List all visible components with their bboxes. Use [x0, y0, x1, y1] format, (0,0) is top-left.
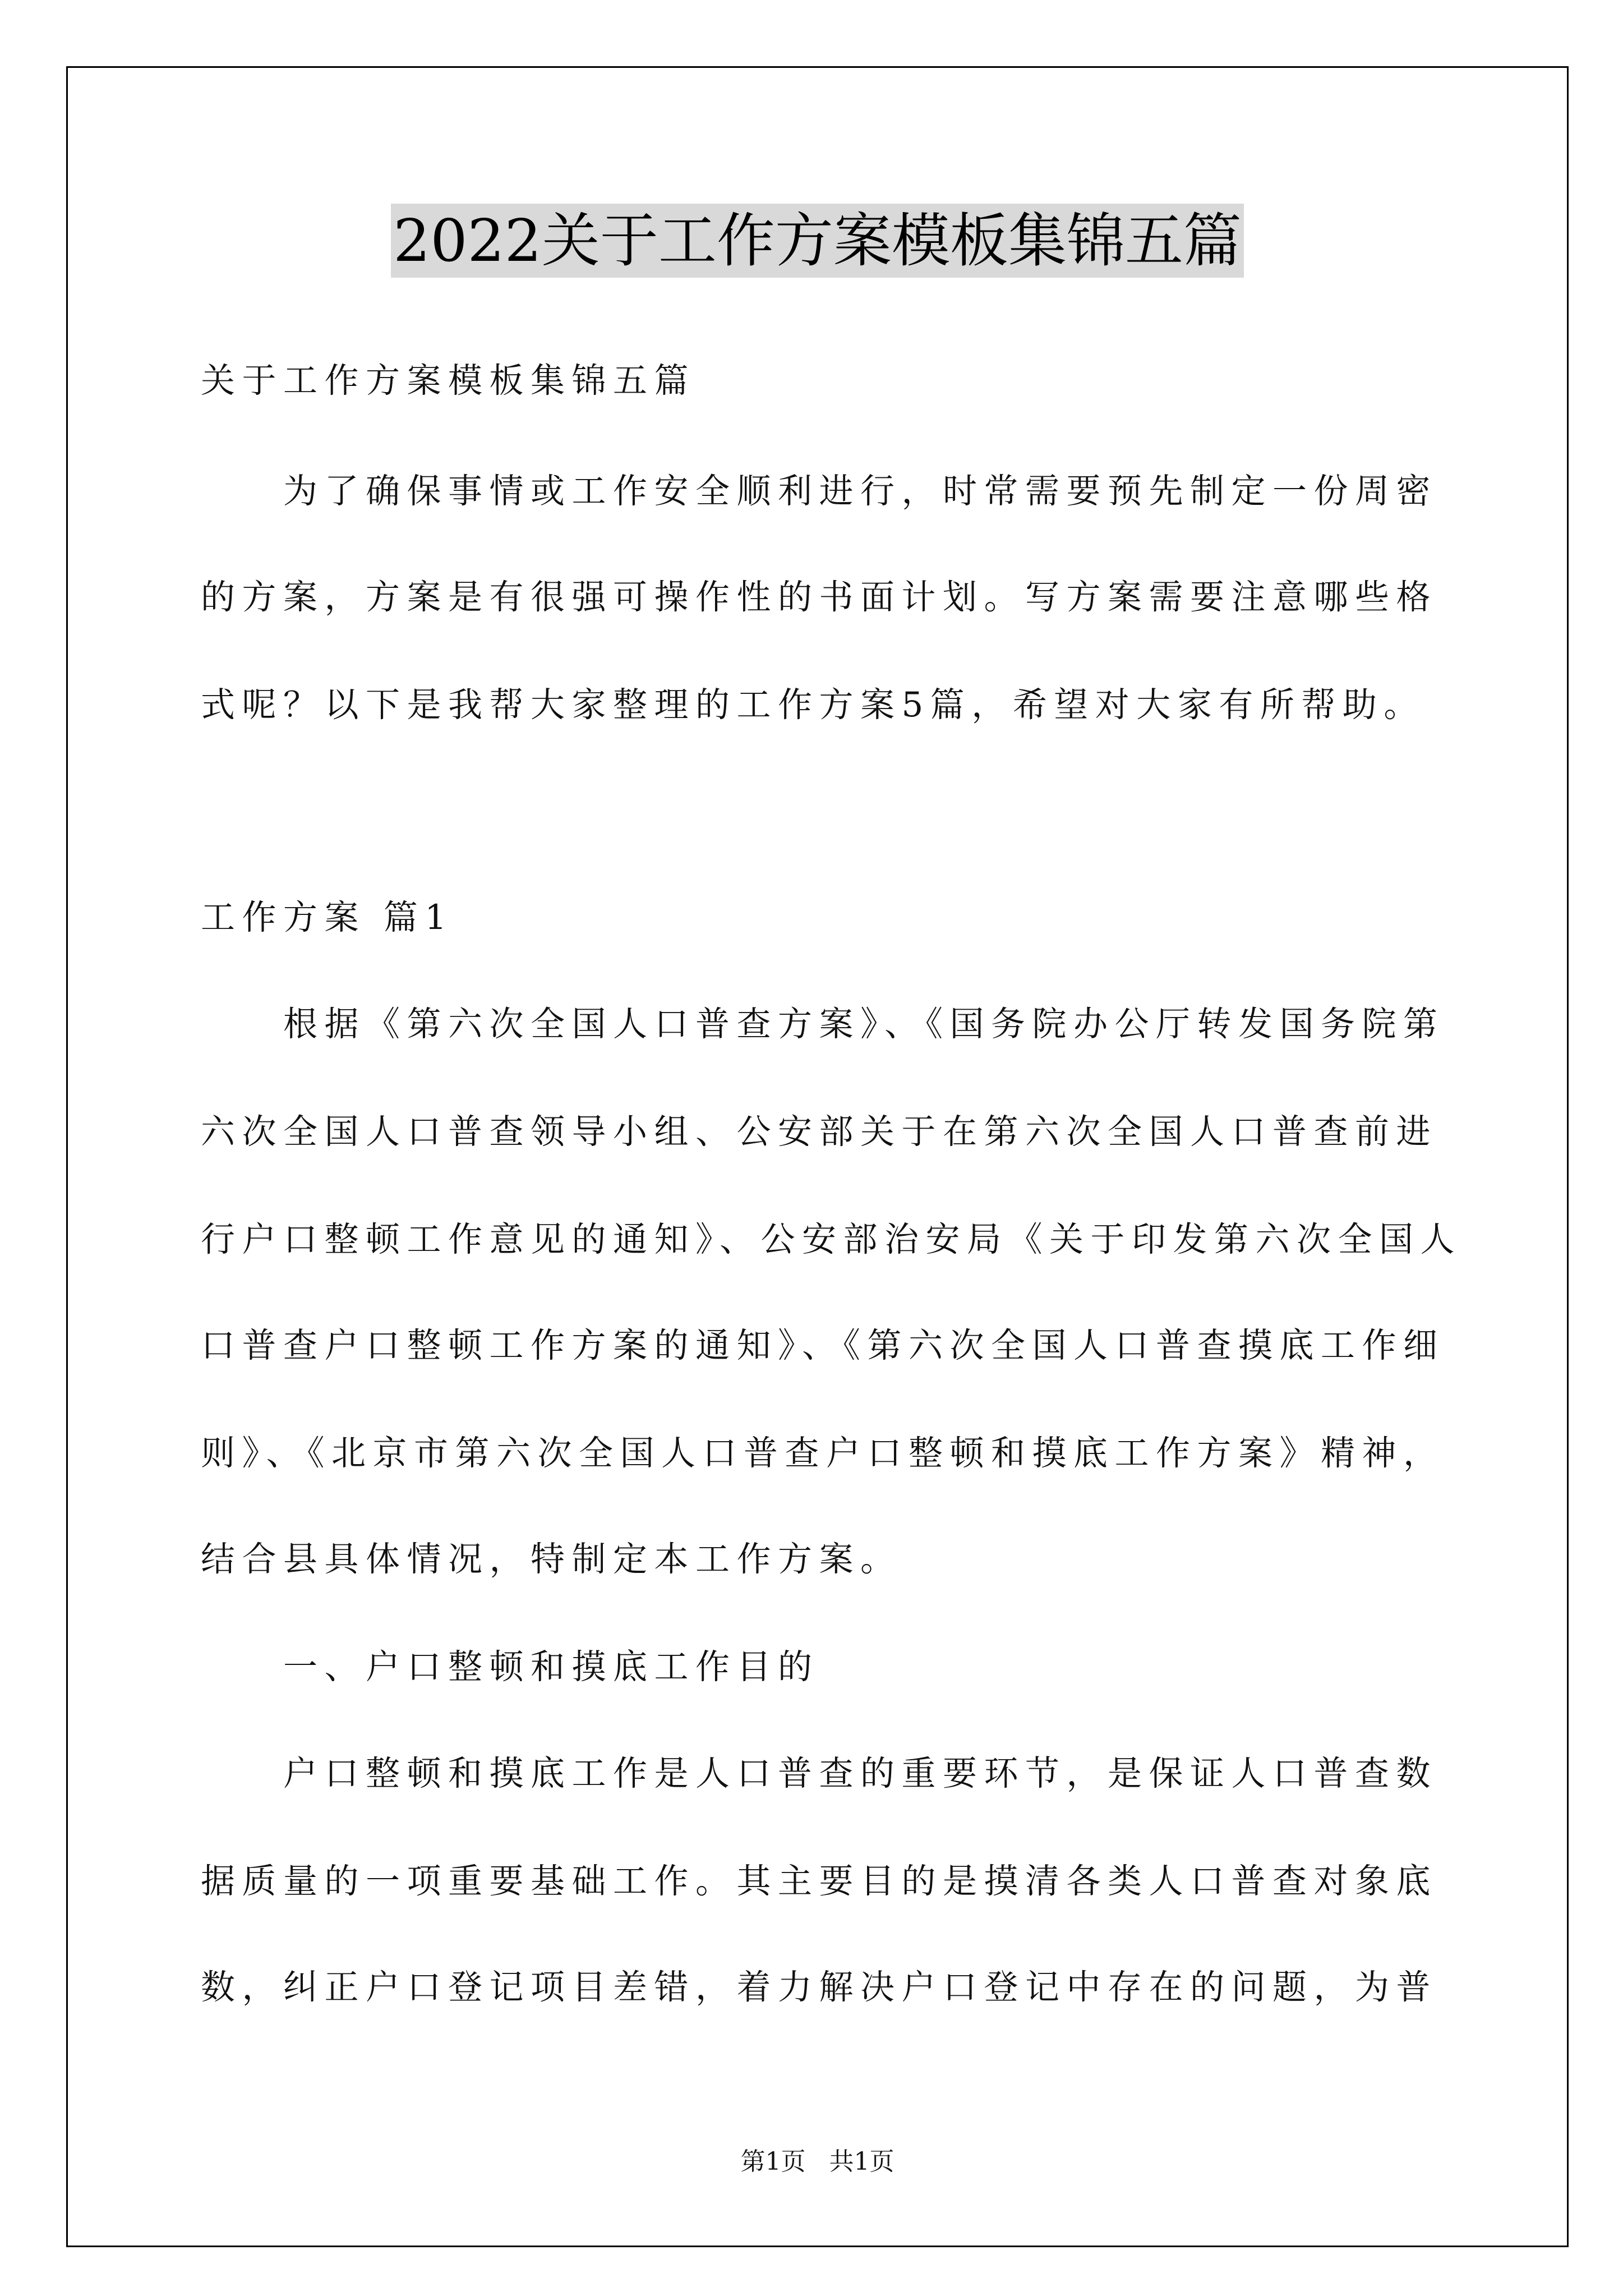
purpose-paragraph-line: 户口整顿和摸底工作是人口普查的重要环节，是保证人口普查数: [283, 1754, 1438, 1793]
section-paragraph-line: 行户口整顿工作意见的通知》、公安部治安局《关于印发第六次全国人: [201, 1220, 1462, 1259]
section-paragraph-line: 结合县具体情况，特制定本工作方案。: [201, 1539, 902, 1579]
document-subtitle: 关于工作方案模板集锦五篇: [201, 361, 696, 401]
purpose-paragraph-line: 据质量的一项重要基础工作。其主要目的是摸清各类人口普查对象底: [201, 1861, 1438, 1901]
intro-paragraph-line: 的方案，方案是有很强可操作性的书面计划。写方案需要注意哪些格: [201, 577, 1438, 617]
footer-page-total: 共1页: [829, 2147, 895, 2176]
section-paragraph-line: 口普查户口整顿工作方案的通知》、《第六次全国人口普查摸底工作细: [201, 1326, 1445, 1365]
section-paragraph-line: 则》、《北京市第六次全国人口普查户口整顿和摸底工作方案》精神，: [201, 1433, 1445, 1473]
footer-page-number: 第1页: [740, 2147, 806, 2176]
section-subheading: 一、户口整顿和摸底工作目的: [283, 1647, 819, 1687]
title-container: [66, 204, 1569, 278]
section-paragraph-line: 六次全国人口普查领导小组、公安部关于在第六次全国人口普查前进: [201, 1112, 1438, 1152]
section-heading: 工作方案 篇1: [201, 898, 454, 937]
purpose-paragraph-line: 数，纠正户口登记项目差错，着力解决户口登记中存在的问题，为普: [201, 1967, 1438, 2007]
intro-paragraph-line: 式呢？以下是我帮大家整理的工作方案5篇，希望对大家有所帮助。: [201, 685, 1425, 725]
intro-paragraph-line: 为了确保事情或工作安全顺利进行，时常需要预先制定一份周密: [283, 471, 1438, 511]
page-footer: [66, 2145, 1569, 2179]
document-title: 2022关于工作方案模板集锦五篇: [391, 204, 1244, 278]
section-paragraph-line: 根据《第六次全国人口普查方案》、《国务院办公厅转发国务院第: [283, 1004, 1445, 1044]
